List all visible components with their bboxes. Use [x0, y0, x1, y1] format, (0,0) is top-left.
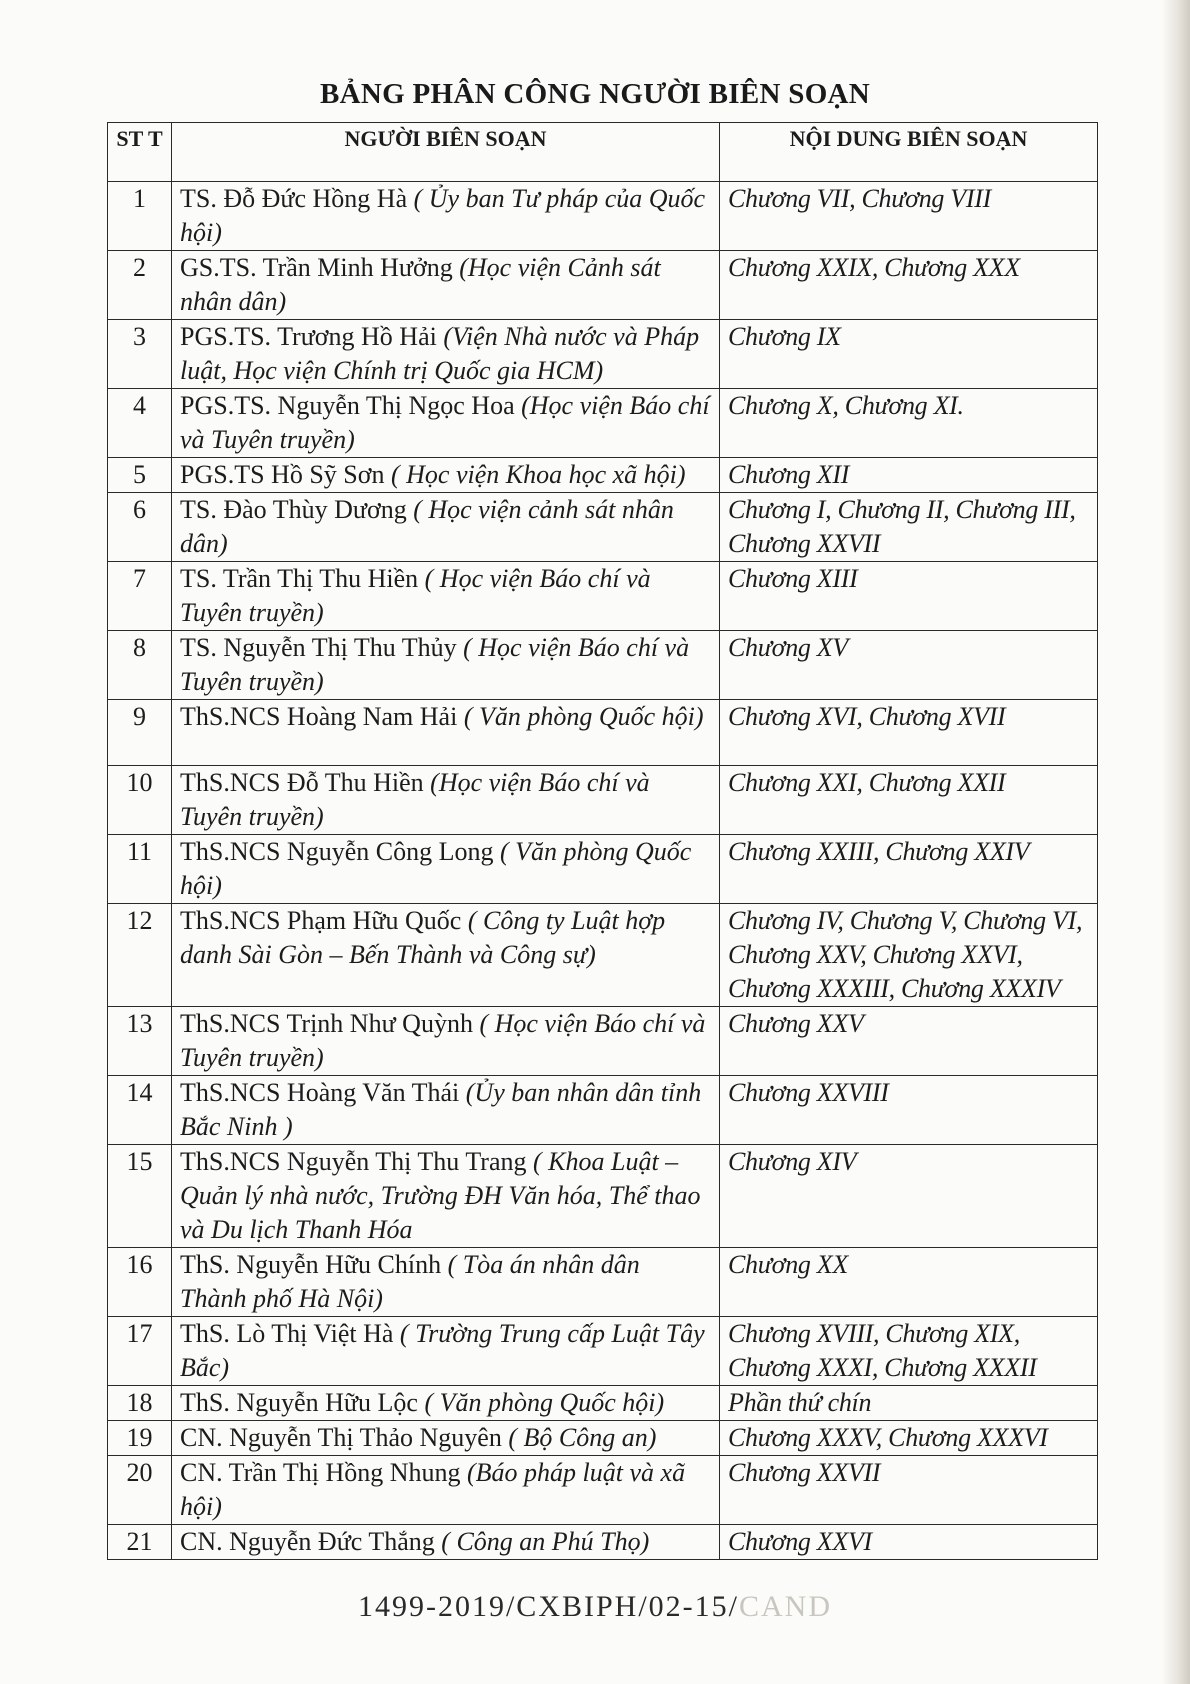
table-row — [108, 766, 1098, 835]
row-content: Chương XII — [720, 458, 1098, 493]
row-content: Chương XIV — [720, 1145, 1098, 1248]
row-stt: 3 — [108, 320, 172, 389]
row-author — [172, 458, 720, 493]
row-author — [172, 631, 720, 700]
row-content: Chương XVIII, Chương XIX, Chương XXXI, Chương XXXII — [720, 1317, 1098, 1386]
table-header-row — [108, 123, 1098, 182]
row-stt: 18 — [108, 1386, 172, 1421]
row-stt: 19 — [108, 1421, 172, 1456]
author-name: CN. Trần Thị Hồng Nhung — [180, 1458, 461, 1487]
row-content: Chương XX — [720, 1248, 1098, 1317]
row-stt: 9 — [108, 700, 172, 766]
row-author — [172, 700, 720, 766]
row-content: Chương XIII — [720, 562, 1098, 631]
row-author — [172, 766, 720, 835]
row-author — [172, 562, 720, 631]
row-author — [172, 1421, 720, 1456]
author-organization: ( Công ty Luật hợp danh Sài Gòn – Bến Thành và Công sự) — [180, 906, 666, 969]
row-author — [172, 1456, 720, 1525]
table-row — [108, 700, 1098, 766]
row-content: Chương XXIII, Chương XXIV — [720, 835, 1098, 904]
author-organization: ( Văn phòng Quốc hội) — [424, 1388, 665, 1417]
row-content: Chương VII, Chương VIII — [720, 182, 1098, 251]
row-stt: 7 — [108, 562, 172, 631]
table-row — [108, 904, 1098, 1007]
page-edge-shadow — [1162, 0, 1190, 1684]
row-stt: 17 — [108, 1317, 172, 1386]
table-row — [108, 1317, 1098, 1386]
row-stt: 16 — [108, 1248, 172, 1317]
author-organization: (Viện Nhà nước và Pháp luật, Học viện Chính trị Quốc gia HCM) — [180, 322, 700, 385]
author-organization: ( Văn phòng Quốc hội) — [180, 837, 692, 900]
footer-code: 1499-2019/CXBIPH/02-15/ — [357, 1590, 739, 1623]
row-author — [172, 1386, 720, 1421]
author-name: ThS.NCS Đỗ Thu Hiền — [180, 768, 424, 797]
table-row — [108, 1076, 1098, 1145]
row-author — [172, 1317, 720, 1386]
table-row — [108, 1248, 1098, 1317]
table-row — [108, 458, 1098, 493]
author-organization: (Học viện Báo chí và Tuyên truyền) — [180, 391, 710, 454]
author-organization: ( Học viện Báo chí và Tuyên truyền) — [180, 633, 690, 696]
author-name: CN. Nguyễn Thị Thảo Nguyên — [180, 1423, 502, 1452]
row-author — [172, 389, 720, 458]
row-stt: 1 — [108, 182, 172, 251]
author-organization: ( Khoa Luật – Quản lý nhà nước, Trường ĐH Văn hóa, Thể thao và Du lịch Thanh Hóa — [180, 1147, 701, 1244]
author-organization: ( Tòa án nhân dân Thành phố Hà Nội) — [180, 1250, 640, 1313]
table-row — [108, 1145, 1098, 1248]
row-stt: 10 — [108, 766, 172, 835]
row-stt: 6 — [108, 493, 172, 562]
row-stt: 4 — [108, 389, 172, 458]
author-organization: ( Trường Trung cấp Luật Tây Bắc) — [180, 1319, 705, 1382]
row-author — [172, 251, 720, 320]
table-row — [108, 389, 1098, 458]
table-row — [108, 1421, 1098, 1456]
row-author — [172, 1248, 720, 1317]
author-name: ThS. Nguyễn Hữu Chính — [180, 1250, 442, 1279]
header-stt: ST T — [108, 123, 172, 182]
author-organization: ( Công an Phú Thọ) — [441, 1527, 650, 1556]
row-content: Chương IV, Chương V, Chương VI, Chương XXV, Chương XXVI, Chương XXXIII, Chương XXXIV — [720, 904, 1098, 1007]
author-name: ThS. Nguyễn Hữu Lộc — [180, 1388, 418, 1417]
author-name: TS. Đỗ Đức Hồng Hà — [180, 184, 408, 213]
author-name: TS. Nguyễn Thị Thu Thủy — [180, 633, 457, 662]
row-author — [172, 1525, 720, 1560]
author-organization: ( Học viện Báo chí và Tuyên truyền) — [180, 564, 651, 627]
author-organization: ( Học viện Khoa học xã hội) — [390, 460, 686, 489]
row-stt: 12 — [108, 904, 172, 1007]
author-organization: ( Học viện Báo chí và Tuyên truyền) — [180, 1009, 706, 1072]
row-author — [172, 1076, 720, 1145]
author-organization: (Ủy ban nhân dân tỉnh Bắc Ninh ) — [180, 1078, 702, 1141]
author-name: ThS.NCS Hoàng Văn Thái — [180, 1078, 460, 1107]
row-stt: 8 — [108, 631, 172, 700]
row-stt: 2 — [108, 251, 172, 320]
publication-code — [0, 1590, 1190, 1624]
author-name: TS. Đào Thùy Dương — [180, 495, 407, 524]
row-content: Phần thứ chín — [720, 1386, 1098, 1421]
assignment-table — [107, 122, 1098, 1560]
row-author — [172, 493, 720, 562]
row-author — [172, 1007, 720, 1076]
author-name: ThS.NCS Nguyễn Công Long — [180, 837, 494, 866]
row-content: Chương I, Chương II, Chương III, Chương XXVII — [720, 493, 1098, 562]
row-author — [172, 904, 720, 1007]
table-row — [108, 835, 1098, 904]
row-author — [172, 835, 720, 904]
author-name: PGS.TS. Nguyễn Thị Ngọc Hoa — [180, 391, 515, 420]
table-row — [108, 1007, 1098, 1076]
row-stt: 20 — [108, 1456, 172, 1525]
table-row — [108, 251, 1098, 320]
row-author — [172, 1145, 720, 1248]
row-content: Chương IX — [720, 320, 1098, 389]
row-stt: 5 — [108, 458, 172, 493]
row-stt: 13 — [108, 1007, 172, 1076]
table-row — [108, 1456, 1098, 1525]
document-title: BẢNG PHÂN CÔNG NGƯỜI BIÊN SOẠN — [319, 78, 871, 110]
row-content: Chương XVI, Chương XVII — [720, 700, 1098, 766]
row-stt: 15 — [108, 1145, 172, 1248]
row-content: Chương XXI, Chương XXII — [720, 766, 1098, 835]
author-name: GS.TS. Trần Minh Hưởng — [180, 253, 453, 282]
author-name: ThS.NCS Trịnh Như Quỳnh — [180, 1009, 473, 1038]
row-author — [172, 320, 720, 389]
row-stt: 14 — [108, 1076, 172, 1145]
author-organization: (Học viện Báo chí và Tuyên truyền) — [180, 768, 650, 831]
row-stt: 11 — [108, 835, 172, 904]
row-author — [172, 182, 720, 251]
row-content: Chương XV — [720, 631, 1098, 700]
author-organization: ( Ủy ban Tư pháp của Quốc hội) — [180, 184, 706, 247]
header-name: NGƯỜI BIÊN SOẠN — [172, 123, 720, 182]
row-content: Chương X, Chương XI. — [720, 389, 1098, 458]
footer-code-faded: CAND — [739, 1590, 833, 1623]
row-content: Chương XXXV, Chương XXXVI — [720, 1421, 1098, 1456]
table-row — [108, 1386, 1098, 1421]
author-name: PGS.TS. Trương Hồ Hải — [180, 322, 437, 351]
row-content: Chương XXVII — [720, 1456, 1098, 1525]
author-name: CN. Nguyễn Đức Thắng — [180, 1527, 435, 1556]
row-stt: 21 — [108, 1525, 172, 1560]
row-content: Chương XXIX, Chương XXX — [720, 251, 1098, 320]
author-name: ThS.NCS Hoàng Nam Hải — [180, 702, 458, 731]
author-name: ThS. Lò Thị Việt Hà — [180, 1319, 394, 1348]
table-row — [108, 631, 1098, 700]
author-organization: ( Văn phòng Quốc hội) — [463, 702, 704, 731]
author-name: ThS.NCS Phạm Hữu Quốc — [180, 906, 462, 935]
header-content: NỘI DUNG BIÊN SOẠN — [720, 123, 1098, 182]
author-name: PGS.TS Hồ Sỹ Sơn — [180, 460, 385, 489]
table-row — [108, 493, 1098, 562]
table-row — [108, 182, 1098, 251]
row-content: Chương XXVIII — [720, 1076, 1098, 1145]
table-row — [108, 1525, 1098, 1560]
table-row — [108, 320, 1098, 389]
row-content: Chương XXVI — [720, 1525, 1098, 1560]
row-content: Chương XXV — [720, 1007, 1098, 1076]
author-organization: ( Học viện cảnh sát nhân dân) — [180, 495, 674, 558]
author-name: ThS.NCS Nguyễn Thị Thu Trang — [180, 1147, 527, 1176]
author-name: TS. Trần Thị Thu Hiền — [180, 564, 419, 593]
author-organization: (Báo pháp luật và xã hội) — [180, 1458, 686, 1521]
author-organization: ( Bộ Công an) — [508, 1423, 657, 1452]
table-row — [108, 562, 1098, 631]
author-organization: (Học viện Cảnh sát nhân dân) — [180, 253, 661, 316]
